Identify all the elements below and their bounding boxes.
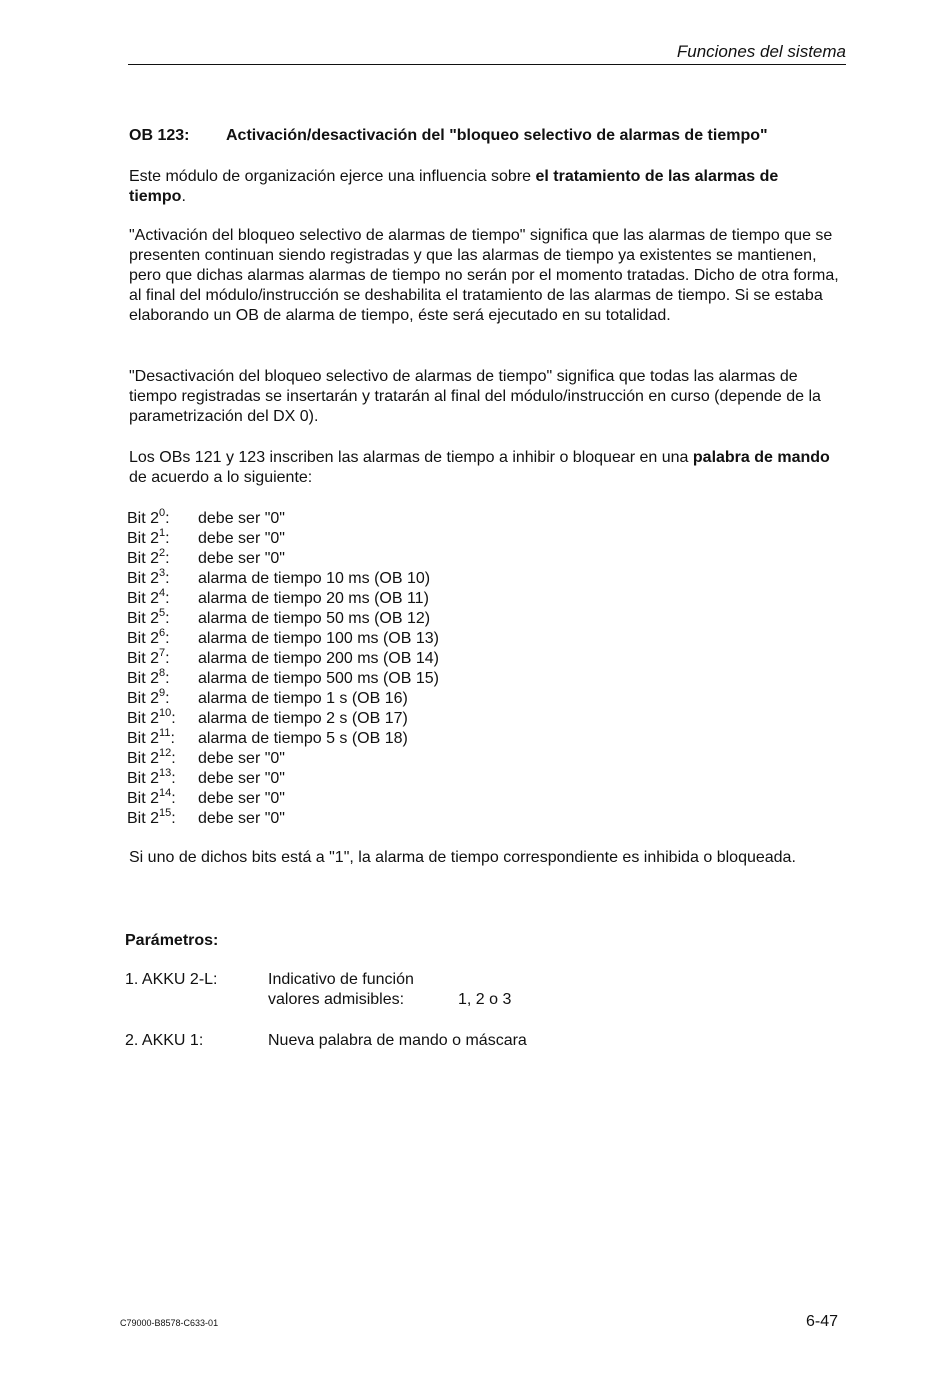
- bit-row: [127, 726, 439, 749]
- intro-paragraph: [129, 167, 839, 207]
- bit-prefix: Bit 2: [127, 610, 160, 627]
- bit-description: alarma de tiempo 5 s (OB 18): [198, 730, 408, 747]
- inhibit-paragraph: Si uno de dichos bits está a "1", la alarma de tiempo correspondiente es inhibida o bloqueada.: [129, 849, 796, 866]
- deactivation-paragraph: "Desactivación del bloqueo selectivo de alarmas de tiempo" significa que todas las alarmas de tiempo registradas se insertarán y tratarán al final del módulo/instrucción en curso (depende de la parametrización del DX 0).: [129, 368, 821, 425]
- bit-description: debe ser "0": [198, 530, 285, 547]
- bit-prefix: Bit 2: [127, 790, 160, 807]
- bit-exponent: 14: [159, 786, 172, 799]
- bit-exponent: 1: [159, 526, 166, 539]
- bit-exponent: 0: [159, 506, 166, 519]
- bit-row: [127, 766, 439, 789]
- bit-description: alarma de tiempo 1 s (OB 16): [198, 690, 408, 707]
- bit-label: Bit $2^9$:: [127, 686, 170, 707]
- section-number: OB 123:: [129, 127, 190, 144]
- bit-row: [127, 666, 439, 689]
- bit-prefix: Bit 2: [127, 630, 160, 647]
- control-word-end: de acuerdo a lo siguiente:: [129, 469, 313, 486]
- bit-row: [127, 566, 439, 589]
- bit-description: alarma de tiempo 50 ms (OB 12): [198, 610, 431, 627]
- bit-label: Bit $2^0$:: [127, 506, 170, 527]
- bit-prefix: Bit 2: [127, 730, 160, 747]
- intro-emphasis: el tratamiento de las alarmas de tiempo: [129, 168, 779, 205]
- param-1-allowed-label: valores admisibles:: [268, 991, 405, 1008]
- bit-row: [127, 506, 439, 529]
- bit-prefix: Bit 2: [127, 590, 160, 607]
- bit-description: debe ser "0": [198, 770, 285, 787]
- control-word-text: Los OBs 121 y 123 inscriben las alarmas de tiempo a inhibir o bloquear en una: [129, 449, 693, 466]
- bit-description: debe ser "0": [198, 550, 285, 567]
- bit-prefix: Bit 2: [127, 550, 160, 567]
- bit-label: Bit $2^6$:: [127, 626, 170, 647]
- bit-exponent: 2: [159, 546, 166, 559]
- bit-row: [127, 806, 439, 829]
- bit-exponent: 6: [159, 626, 166, 639]
- bit-prefix: Bit 2: [127, 810, 160, 827]
- bit-label: Bit $2^1$:: [127, 526, 170, 547]
- bit-exponent: 10: [159, 706, 172, 719]
- bit-label: Bit $2^5$:: [127, 606, 170, 627]
- bit-description: alarma de tiempo 200 ms (OB 14): [198, 650, 439, 667]
- bit-exponent: 4: [159, 586, 166, 599]
- bit-exponent: 12: [159, 746, 172, 759]
- intro-end: .: [181, 188, 186, 205]
- activation-paragraph: "Activación del bloqueo selectivo de alarmas de tiempo" significa que las alarmas de tiempo que se presenten continuan siendo registradas y que las alarmas de tiempo ya existentes se mantienen, pero que dichas alarmas alarmas de tiempo no serán por el momento tratadas. Dicho de otra forma, al final del módulo/instrucción se deshabilita el tratamiento de las alarmas de tiempo. Si se estaba elaborando un OB de alarma de tiempo, éste será ejecutado en su totalidad.: [129, 227, 839, 324]
- bit-description: alarma de tiempo 10 ms (OB 10): [198, 570, 431, 587]
- bit-description: debe ser "0": [198, 790, 285, 807]
- bit-row: [127, 646, 439, 669]
- param-2-name: 2. AKKU 1:: [125, 1032, 204, 1049]
- bit-prefix: Bit 2: [127, 530, 160, 547]
- intro-text: Este módulo de organización ejerce una influencia sobre: [129, 168, 536, 185]
- bit-row: [127, 626, 439, 649]
- bit-label: Bit $2^4$:: [127, 586, 170, 607]
- bit-prefix: Bit 2: [127, 650, 160, 667]
- control-word-emphasis: palabra de mando: [692, 449, 830, 466]
- bit-label: Bit $2^2$:: [127, 546, 170, 567]
- bit-prefix: Bit 2: [127, 690, 160, 707]
- document-code: C79000-B8578-C633-01: [120, 1318, 219, 1328]
- bit-prefix: Bit 2: [127, 670, 160, 687]
- bit-description: alarma de tiempo 500 ms (OB 15): [198, 670, 439, 687]
- bit-list: [127, 506, 439, 829]
- bit-row: [127, 586, 439, 609]
- bit-row: [127, 746, 439, 769]
- bit-exponent: 9: [159, 686, 166, 699]
- bit-row: [127, 786, 439, 809]
- param-1-name: 1. AKKU 2-L:: [125, 971, 218, 988]
- param-1-description: Indicativo de función: [268, 971, 414, 988]
- bit-label: Bit $2^{13}$:: [127, 766, 176, 787]
- bit-prefix: Bit 2: [127, 770, 160, 787]
- bit-row: [127, 526, 439, 549]
- parameters-title: Parámetros:: [125, 932, 219, 949]
- bit-description: debe ser "0": [198, 810, 285, 827]
- bit-label: Bit $2^{15}$:: [127, 806, 176, 827]
- bit-description: alarma de tiempo 100 ms (OB 13): [198, 630, 439, 647]
- bit-label: Bit $2^3$:: [127, 566, 170, 587]
- bit-exponent: 5: [159, 606, 166, 619]
- bit-label: Bit $2^{12}$:: [127, 746, 176, 767]
- bit-row: [127, 706, 439, 729]
- bit-prefix: Bit 2: [127, 570, 160, 587]
- bit-row: [127, 686, 439, 709]
- bit-exponent: 3: [159, 566, 166, 579]
- bit-description: debe ser "0": [198, 510, 285, 527]
- param-1-allowed-values: 1, 2 o 3: [458, 991, 512, 1008]
- bit-exponent: 13: [159, 766, 172, 779]
- bit-description: alarma de tiempo 20 ms (OB 11): [198, 590, 429, 607]
- bit-label: Bit $2^{11}$:: [127, 726, 175, 747]
- bit-exponent: 7: [159, 646, 166, 659]
- control-word-paragraph: [129, 448, 839, 488]
- bit-prefix: Bit 2: [127, 750, 160, 767]
- bit-row: [127, 546, 439, 569]
- bit-exponent: 8: [159, 666, 166, 679]
- bit-description: debe ser "0": [198, 750, 285, 767]
- section-title: Activación/desactivación del "bloqueo selectivo de alarmas de tiempo": [226, 127, 768, 144]
- bit-exponent: 15: [159, 806, 172, 819]
- bit-label: Bit $2^{14}$:: [127, 786, 176, 807]
- bit-description: alarma de tiempo 2 s (OB 17): [198, 710, 408, 727]
- bit-exponent: 11: [159, 726, 171, 739]
- bit-row: [127, 606, 439, 629]
- header-rule: [128, 64, 846, 65]
- page-number: 6-47: [805, 1313, 838, 1330]
- bit-label: Bit $2^8$:: [127, 666, 170, 687]
- bit-label: Bit $2^{10}$:: [127, 706, 176, 727]
- param-2-description: Nueva palabra de mando o máscara: [268, 1032, 527, 1049]
- bit-prefix: Bit 2: [127, 710, 160, 727]
- bit-prefix: Bit 2: [127, 510, 160, 527]
- running-header: Funciones del sistema: [676, 42, 846, 61]
- bit-label: Bit $2^7$:: [127, 646, 170, 667]
